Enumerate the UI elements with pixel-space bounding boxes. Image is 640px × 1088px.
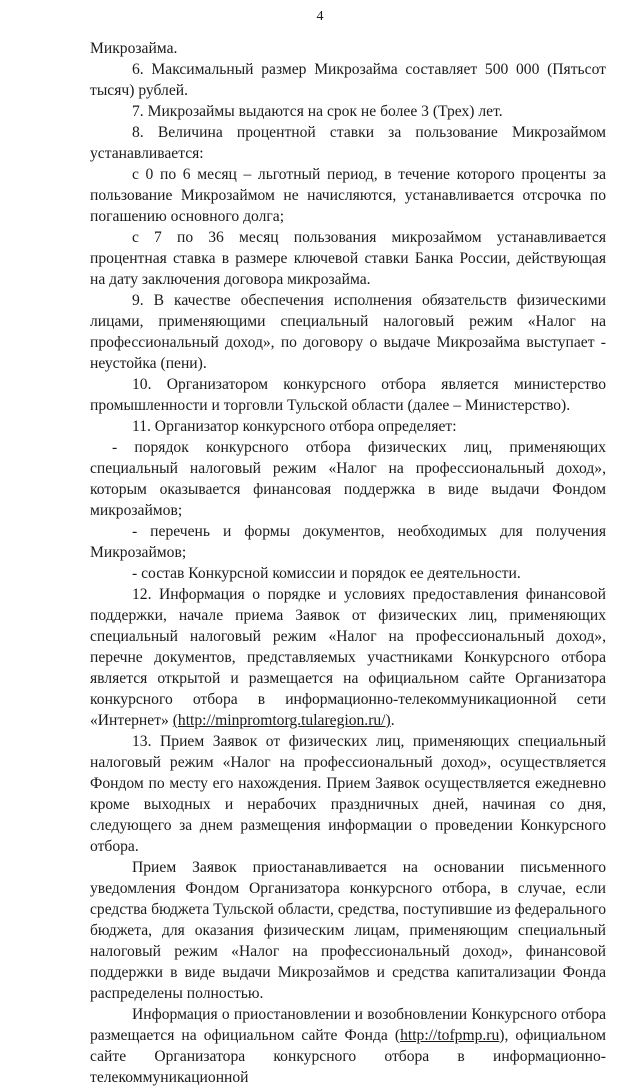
- paragraph-15-end: ), официальном сайте Организатора конкурсного отбора в информационно-телекоммуникационной: [90, 1027, 606, 1086]
- document-body: [90, 38, 606, 1088]
- paragraph-continuation: Микрозайма.: [90, 40, 178, 57]
- paragraph-6: 6. Максимальный размер Микрозайма составляет 500 000 (Пятьсот тысяч) рублей.: [90, 61, 606, 99]
- paragraph-10: 10. Организатором конкурсного отбора является министерство промышленности и торговли Тульской области (далее – Министерство).: [90, 376, 606, 414]
- paragraph-15-text: Информация о приостановлении и возобновлении Конкурсного отбора размещается на официальном сайте Фонда (: [90, 1006, 606, 1044]
- paragraph-11-item-1: - порядок конкурсного отбора физических лиц, применяющих специальный налоговый режим «Налог на профессиональный доход», которым оказывается финансовая поддержка в виде выдачи Фондом микрозаймов;: [90, 439, 606, 519]
- fund-website-link[interactable]: http://tofpmp.ru: [400, 1027, 500, 1044]
- paragraph-8: 8. Величина процентной ставки за пользование Микрозаймом устанавливается:: [90, 124, 606, 162]
- paragraph-8-item-1: с 0 по 6 месяц – льготный период, в течение которого проценты за пользование Микрозаймом не начисляются, устанавливается отсрочка по погашению основного долга;: [90, 166, 606, 225]
- paragraph-11: 11. Организатор конкурсного отбора определяет:: [132, 418, 457, 435]
- paragraph-12-text: 12. Информация о порядке и условиях предоставления финансовой поддержки, начале приема Заявок от физических лиц, применяющих специальный налоговый режим «Налог на профессиональный доход», перечне документов, представляемых участниками Конкурсного отбора является открытой и размещается на официальном сайте Организатора конкурсного отбора в информационно-телекоммуникационной сети «Интернет»: [90, 586, 606, 729]
- paragraph-14: Прием Заявок приостанавливается на основании письменного уведомления Фондом Организатора конкурсного отбора, в случае, если средства бюджета Тульской области, средства, поступившие из федерального бюджета, для оказания физическим лицам, применяющим специальный налоговый режим «Налог на профессиональный доход», финансовой поддержки в виде выдачи Микрозаймов и средства капитализации Фонда распределены полностью.: [90, 859, 606, 1002]
- ministry-website-link[interactable]: (http://minpromtorg.tularegion.ru/): [172, 712, 391, 729]
- paragraph-12-end: .: [390, 712, 395, 729]
- paragraph-13: 13. Прием Заявок от физических лиц, применяющих специальный налоговый режим «Налог на профессиональный доход», осуществляется Фондом по месту его нахождения. Прием Заявок осуществляется ежедневно кроме выходных и нерабочих праздничных дней, начиная со дня, следующего за днем размещения информации о проведении Конкурсного отбора.: [90, 733, 606, 855]
- paragraph-15: [90, 1004, 606, 1088]
- paragraph-9: 9. В качестве обеспечения исполнения обязательств физическими лицами, применяющими специальный налоговый режим «Налог на профессиональный доход», по договору о выдаче Микрозайма выступает - неустойка (пени).: [90, 292, 606, 372]
- paragraph-7: 7. Микрозаймы выдаются на срок не более 3 (Трех) лет.: [132, 103, 503, 120]
- paragraph-11-item-3: - состав Конкурсной комиссии и порядок ее деятельности.: [132, 565, 521, 582]
- paragraph-11-item-2: - перечень и формы документов, необходимых для получения Микрозаймов;: [90, 523, 606, 561]
- page-number: 4: [316, 9, 324, 24]
- paragraph-12: [90, 584, 606, 731]
- paragraph-8-item-2: с 7 по 36 месяц пользования микрозаймом устанавливается процентная ставка в размере ключевой ставки Банка России, действующая на дату заключения договора микрозайма.: [90, 229, 606, 288]
